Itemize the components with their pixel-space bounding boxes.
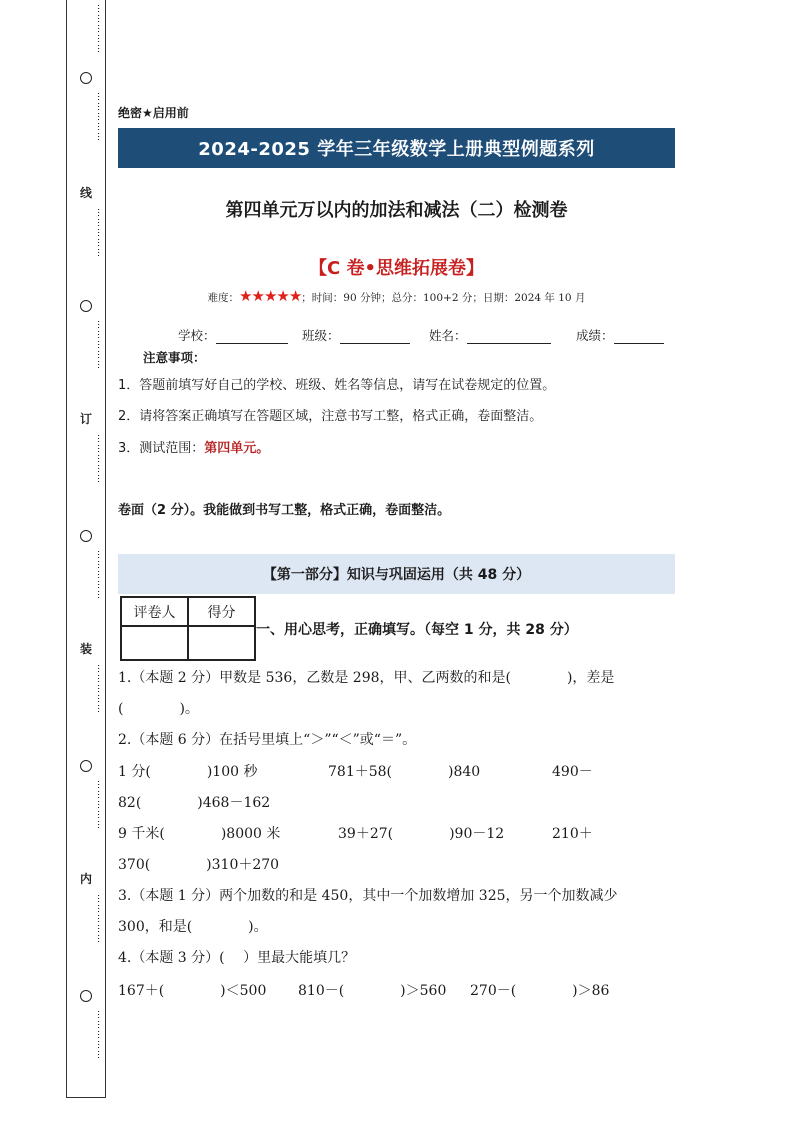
comparison-item: 490－ — [552, 764, 593, 780]
star-icon: ★ — [239, 287, 252, 305]
fill-item: 270－( )＞86 — [470, 983, 610, 999]
class-label: 班级： — [302, 328, 340, 343]
question-2-row: 370( )310＋270 — [118, 857, 280, 873]
binding-circle — [67, 72, 105, 84]
binding-circle — [67, 990, 105, 1002]
school-blank[interactable] — [216, 330, 288, 344]
question-4-intro: 4.（本题 3 分）( ）里最大能填几？ — [118, 950, 356, 966]
confidential-label: 绝密★启用前 — [118, 106, 189, 120]
comparison-item: 39＋27( )90－12 — [338, 826, 505, 842]
question-1-line: 1.（本题 2 分）甲数是 536，乙数是 298，甲、乙两数的和是( )，差是 — [118, 670, 615, 686]
grader-cell[interactable] — [121, 626, 188, 660]
comparison-item: 9 千米( )8000 米 — [118, 826, 281, 842]
comparison-item: 781＋58( )840 — [328, 764, 481, 780]
section-title: 一、用心思考，正确填写。（每空 1 分，共 28 分） — [256, 622, 578, 638]
part1-title: 【第一部分】知识与巩固运用（共 48 分） — [262, 567, 531, 583]
star-icon: ★ — [276, 287, 289, 305]
binding-margin — [66, 0, 106, 1098]
question-2-row — [118, 824, 593, 844]
note-item: 2．请将答案正确填写在答题区域，注意书写工整，格式正确，卷面整洁。 — [118, 409, 543, 424]
binding-dots: …………… — [95, 664, 105, 714]
score-field[interactable] — [576, 326, 664, 344]
neatness-statement: 卷面（2 分）。我能做到书写工整，格式正确，卷面整洁。 — [118, 503, 451, 518]
binding-label-line: 线 — [79, 186, 92, 200]
note-scope-label: 3．测试范围： — [118, 441, 205, 456]
series-banner — [118, 128, 675, 168]
comparison-item: 1 分( )100 秒 — [118, 764, 258, 780]
fill-item: 167＋( )＜500 — [118, 983, 267, 999]
binding-circle — [67, 530, 105, 542]
school-field[interactable] — [178, 326, 288, 344]
score-header: 得分 — [188, 597, 255, 626]
score-blank[interactable] — [614, 330, 664, 344]
binding-label-bind: 装 — [79, 642, 92, 656]
name-label: 姓名： — [429, 328, 467, 343]
question-1-line: ( )。 — [118, 701, 199, 717]
note-item: 1．答题前填写好自己的学校、班级、姓名等信息，请写在试卷规定的位置。 — [118, 378, 556, 393]
binding-column — [67, 0, 105, 1097]
binding-label-inner: 内 — [79, 872, 92, 886]
binding-dots: …………… — [95, 92, 105, 142]
binding-dots: …………… — [95, 780, 105, 830]
question-2-intro: 2.（本题 6 分）在括号里填上“＞”“＜”或“＝”。 — [118, 732, 417, 748]
binding-dots: …………… — [95, 894, 105, 944]
question-2-row: 82( )468－162 — [118, 795, 271, 811]
star-icon: ★ — [263, 287, 277, 305]
difficulty-stars — [239, 287, 301, 305]
question-3-line: 3.（本题 1 分）两个加数的和是 450，其中一个加数增加 325，另一个加数减少 — [118, 888, 618, 904]
class-blank[interactable] — [340, 330, 410, 344]
note-item — [118, 437, 269, 456]
fill-item: 810－( )＞560 — [298, 983, 447, 999]
score-table — [120, 596, 256, 661]
exam-subtitle: 【C 卷•思维拓展卷】 — [309, 258, 484, 279]
score-label: 成绩： — [576, 328, 614, 343]
exam-meta — [118, 287, 675, 305]
binding-circle — [67, 760, 105, 772]
star-icon: ★ — [251, 287, 264, 305]
class-field[interactable] — [302, 326, 410, 344]
binding-dots: …………… — [95, 4, 105, 54]
binding-dots: …………… — [95, 1010, 105, 1060]
name-field[interactable] — [429, 326, 551, 344]
question-2-row — [118, 762, 593, 782]
difficulty-label: 难度： — [207, 292, 240, 304]
part1-header — [118, 554, 675, 594]
binding-label-order: 订 — [79, 412, 92, 426]
star-icon: ★ — [288, 287, 302, 305]
binding-dots: …………… — [95, 208, 105, 258]
grader-header: 评卷人 — [121, 597, 188, 626]
student-info-fields — [118, 326, 675, 344]
name-blank[interactable] — [467, 330, 551, 344]
school-label: 学校： — [178, 328, 216, 343]
exam-info: ；时间：90 分钟；总分：100+2 分；日期：2024 年 10 月 — [301, 292, 586, 304]
question-4-row — [118, 981, 609, 1001]
note-scope-value: 第四单元。 — [204, 441, 270, 456]
binding-dots: …………… — [95, 550, 105, 600]
binding-dots: …………… — [95, 320, 105, 370]
question-3-line: 300，和是( )。 — [118, 919, 268, 935]
binding-dots: …………… — [95, 434, 105, 484]
notes-heading: 注意事项： — [143, 350, 206, 365]
binding-circle — [67, 300, 105, 312]
series-title: 2024-2025 学年三年级数学上册典型例题系列 — [198, 139, 595, 160]
comparison-item: 210＋ — [552, 826, 593, 842]
score-cell[interactable] — [188, 626, 255, 660]
exam-title: 第四单元万以内的加法和减法（二）检测卷 — [225, 200, 568, 221]
